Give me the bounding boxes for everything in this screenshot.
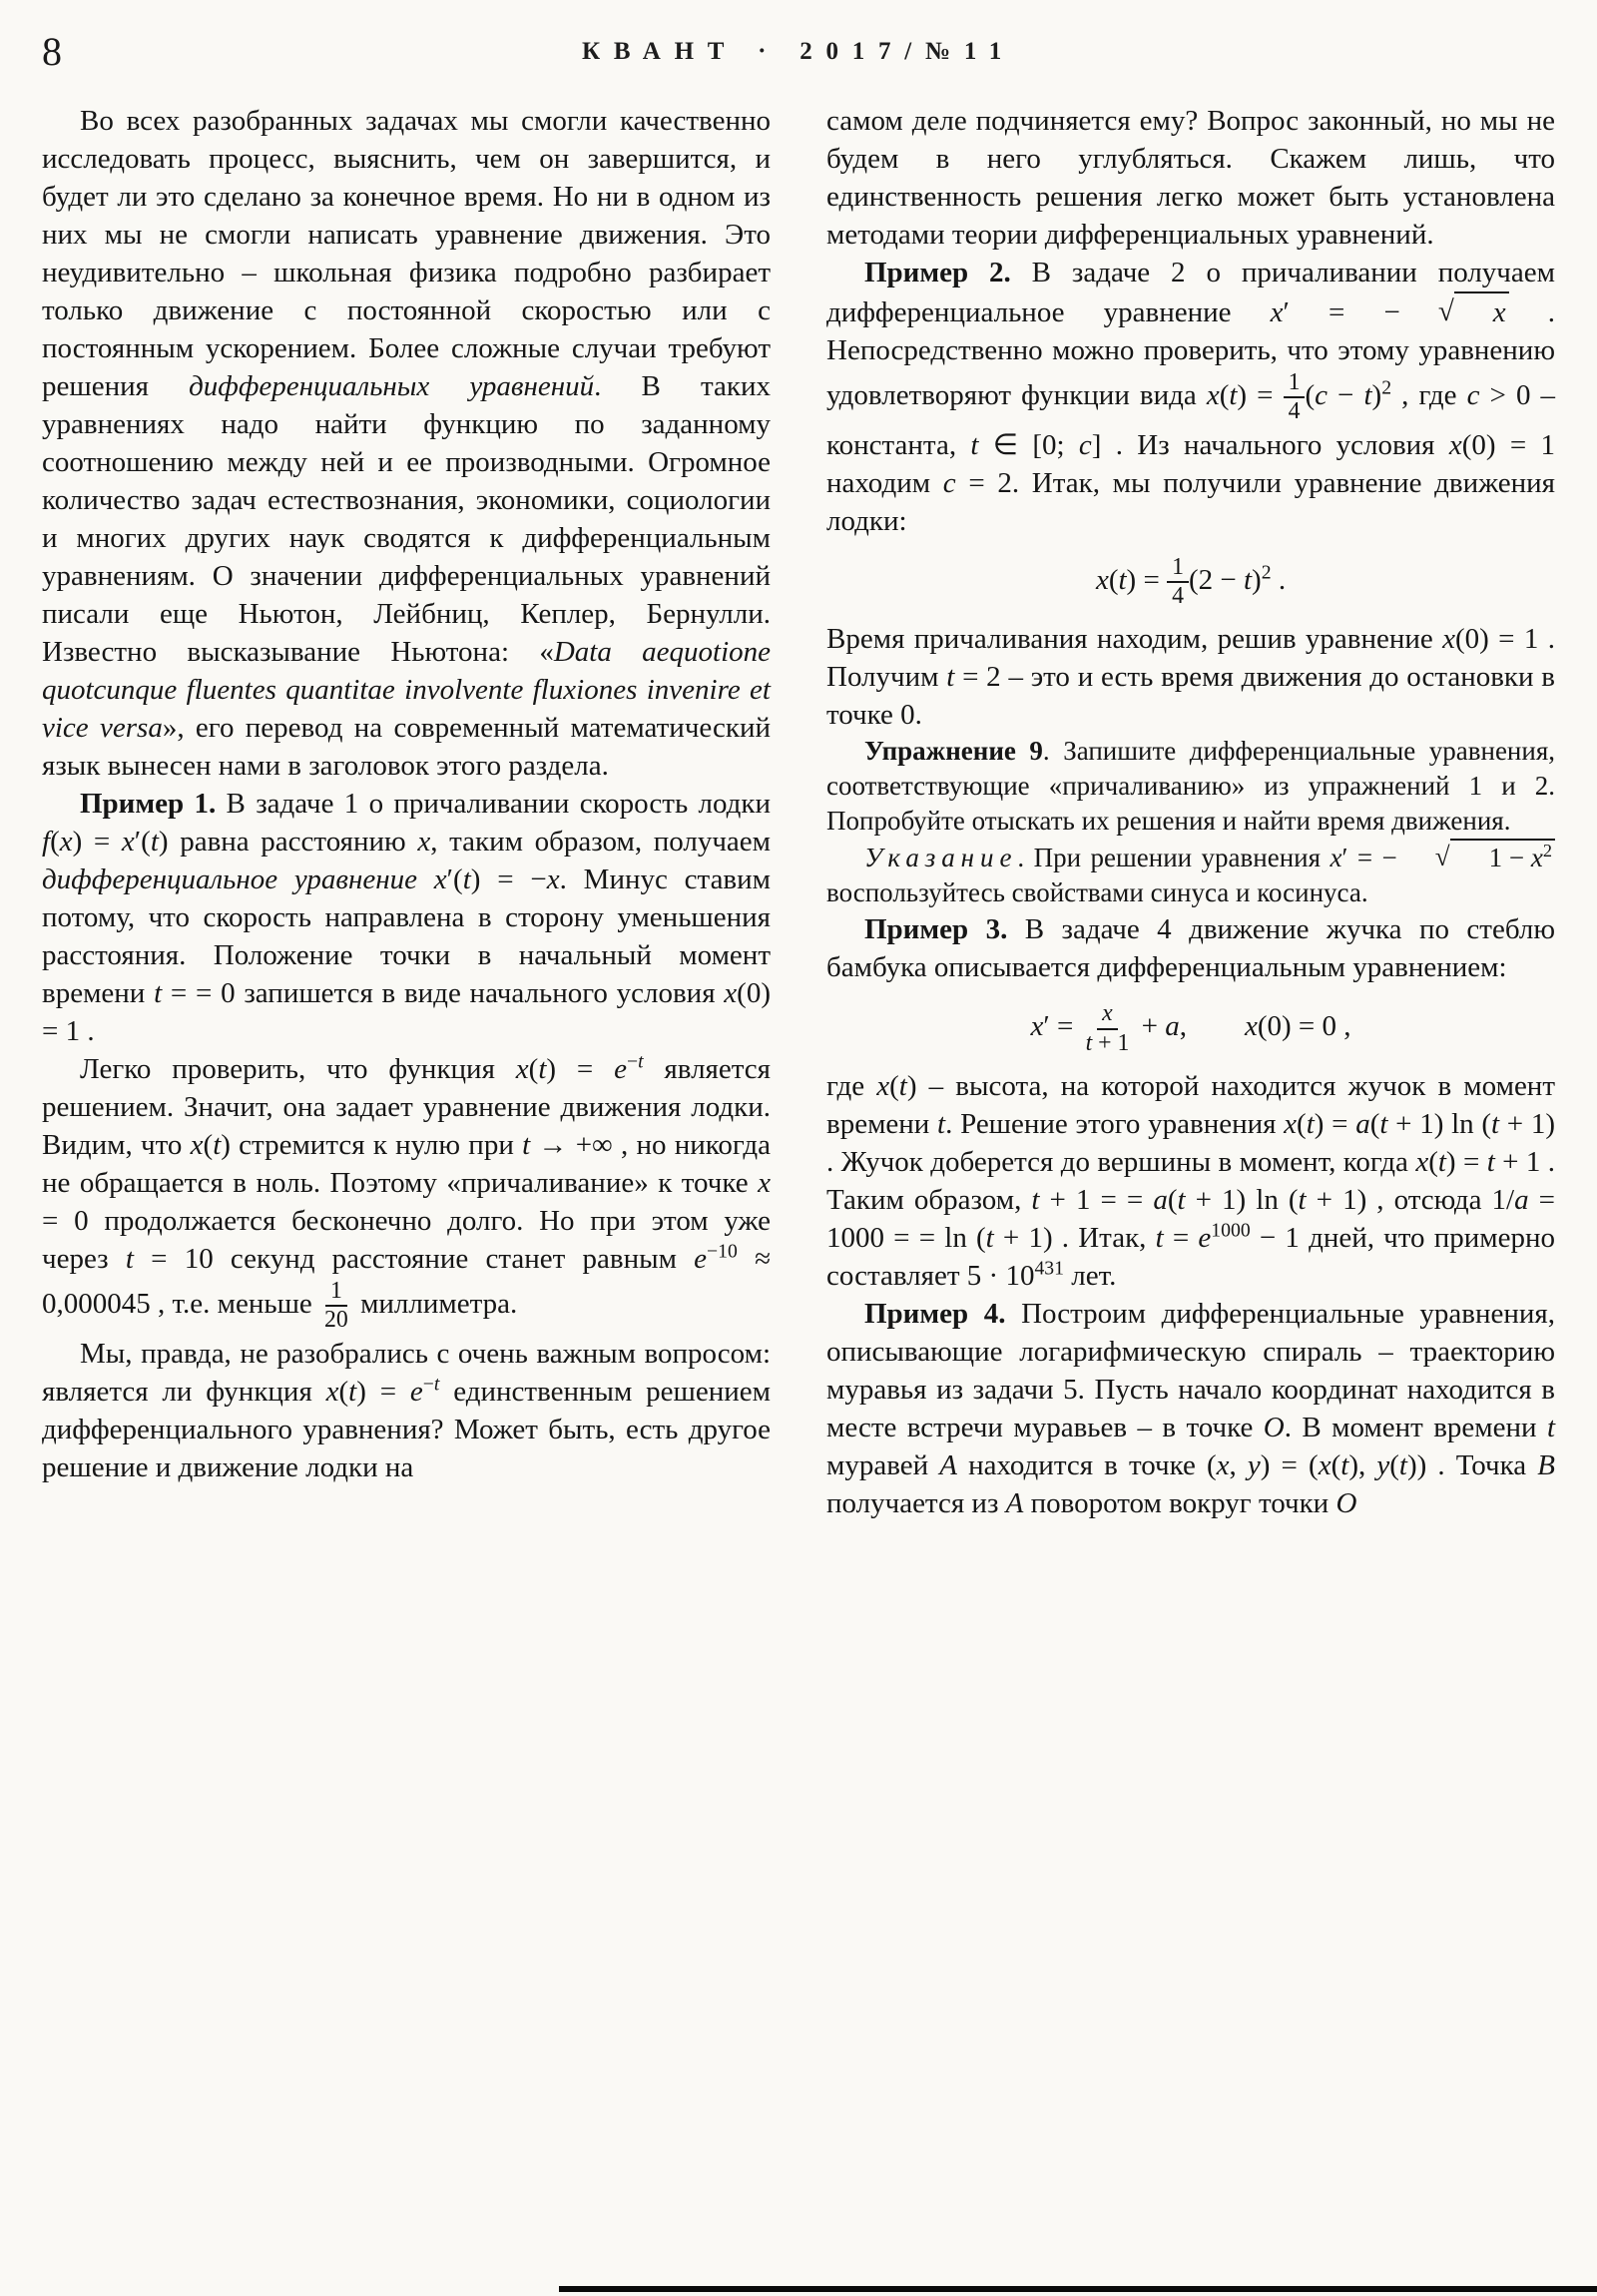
math-variable: x <box>325 1375 339 1408</box>
math-variable: x <box>1216 1449 1230 1482</box>
inline-math: t + 1 = <box>1031 1184 1117 1217</box>
math-variable: c <box>1466 379 1480 411</box>
inline-math <box>939 1449 957 1481</box>
paragraph: где x(t) – высота, на которой находится жучок в момент времени t. Решение этого уравнения x(t) = a(t + 1) ln (t + 1) . Жучок доберется до вершины в момент, когда x(t) = t + 1 . Таким образом, t + 1 = = a(t + 1) ln (t + 1) , отсюда 1/a = 1000 = = ln (t + 1) . Итак, $t = e^{1000} - 1$ дней, что примерно составляет $5 \cdot 10^{431}$ лет. <box>826 1070 1556 1293</box>
paragraph: Время причаливания находим, решив уравнение x(0) = 1 . Получим t = 2 – это и есть время движения до остановки в точке 0. <box>826 623 1555 732</box>
denominator: 20 <box>324 1307 348 1334</box>
math-variable: A <box>1005 1487 1024 1520</box>
denominator: t + 1 <box>1085 1029 1130 1056</box>
right-column <box>826 102 1555 1522</box>
math-variable: t <box>1379 1108 1388 1141</box>
fraction <box>1284 369 1306 426</box>
math-variable: t <box>462 863 471 895</box>
inline-math: (x, y) = (x(t), y(t)) <box>1206 1449 1427 1482</box>
math-variable: x <box>1244 1010 1258 1043</box>
page-header <box>42 28 1555 86</box>
superscript: −10 <box>707 1240 738 1263</box>
math-variable: O <box>1335 1487 1357 1520</box>
math-variable: a <box>1514 1184 1529 1217</box>
square-root <box>1400 296 1509 328</box>
fraction <box>1081 1000 1135 1057</box>
paragraph: самом деле подчиняется ему? Вопрос законный, но мы не будем в него углубляться. Скажем лишь, что единственность решения легко может быть установлена методами теории дифференциальных уравнений. <box>826 105 1555 251</box>
math-variable: O <box>1263 1412 1285 1444</box>
math-variable: f <box>42 826 51 858</box>
denominator: 4 <box>1172 583 1184 610</box>
math-variable: t <box>638 1050 644 1073</box>
math-variable: x <box>1415 1146 1429 1179</box>
math-variable: t <box>433 1373 440 1396</box>
math-variable: x <box>1448 428 1462 461</box>
inline-math: c > 0 <box>1466 379 1531 411</box>
display-formula <box>826 554 1555 611</box>
numerator: 1 <box>325 1278 347 1307</box>
math-variable: x <box>1270 296 1284 328</box>
math-variable: c <box>942 466 956 499</box>
paragraph: Пример 3. В задаче 4 движение жучка по стеблю бамбука описывается дифференциальным уравнением: <box>826 913 1555 984</box>
math-variable: c <box>1315 379 1328 411</box>
math-variable: x <box>515 1053 529 1085</box>
math-variable: x <box>433 863 447 895</box>
inline-math <box>1264 1412 1285 1443</box>
inline-math: $e^{-10} \approx 0,000045$ <box>42 1240 772 1320</box>
article-body <box>42 102 1555 1522</box>
bold-lead: Упражнение 9 <box>864 736 1043 767</box>
paragraph: Пример 4. Построим дифференциальные уравнения, описывающие логарифмическую спираль – траекторию муравья из задачи 5. Пусть начало координат находится в месте встречи муравьев – в точке O. В момент времени t муравей A находится в точке (x, y) = (x(t), y(t)) . Точка B получается из A поворотом вокруг точки O <box>826 1298 1555 1520</box>
math-variable: t <box>348 1375 357 1408</box>
numerator <box>1097 1000 1118 1029</box>
math-variable: x <box>876 1070 890 1103</box>
inline-math: x′ = − √ $1 - x^2$ <box>1331 843 1556 872</box>
math-variable: x <box>546 863 560 895</box>
superscript: 431 <box>1034 1257 1065 1280</box>
superscript: 2 <box>1542 841 1552 861</box>
math-variable: t <box>1546 1412 1555 1444</box>
math-variable: x <box>121 826 135 858</box>
inline-math: x(t) = $\frac{1}{4}$ $(c - t)^2$ <box>1206 369 1392 425</box>
inline-math <box>1006 1487 1024 1519</box>
inline-math: x(t) <box>876 1070 917 1103</box>
math-variable: t <box>1229 379 1238 411</box>
radical-icon: √ <box>1434 842 1450 872</box>
math-variable: t <box>1398 1449 1407 1482</box>
math-variable: t <box>154 977 163 1009</box>
math-variable: e <box>614 1053 627 1085</box>
inline-math: x = 0 <box>42 1167 771 1237</box>
inline-math: f(x) = x′(t) <box>42 826 169 858</box>
italic-text: дифференциальных уравнений <box>189 370 595 402</box>
math-variable: y <box>1247 1449 1261 1482</box>
math-variable: x <box>724 977 738 1009</box>
inline-math: x′(t) = −x <box>433 863 560 895</box>
paragraph: Пример 1. В задаче 1 о причаливании скорость лодки f(x) = x′(t) равна расстоянию x, таким образом, получаем дифференциальное уравнение x′(t) = −x. Минус ставим потому, что скорость направлена в сторону уменьшения расстояния. Положение точки в начальный момент времени t = = 0 запишется в виде начального условия x(0) = 1 . <box>42 788 772 1047</box>
math-variable: x <box>1530 843 1543 873</box>
math-variable: t <box>125 1243 134 1275</box>
math-variable: t <box>898 1070 907 1103</box>
math-variable: x <box>1284 1108 1298 1141</box>
math-variable: e <box>409 1375 423 1408</box>
inline-math <box>417 826 430 858</box>
inline-math: x(t) = a(t + 1) ln (t + 1) <box>1284 1108 1556 1141</box>
inline-math: x(0) = 1 <box>42 977 771 1047</box>
math-variable: t <box>538 1053 547 1085</box>
math-variable: e <box>1198 1222 1212 1255</box>
paragraph: Во всех разобранных задачах мы смогли качественно исследовать процесс, выяснить, чем он завершится, и будет ли это сделано за конечное время. Но ни в одном из них мы не смогли написать уравнение движения. Это неудивительно – школьная физика подробно разбирает только движение с постоянной скоростью или с постоянным ускорением. Более сложные случаи требуют решения дифференциальных уравнений. В таких уравнениях надо найти функцию по заданному соотношению между ней и ее производными. Огромное количество задач естествознания, экономики, социологии и многих других наук сводятся к дифференциальным уравнениям. О значении дифференциальных уравнений писали еще Ньютон, Лейбниц, Кеплер, Бернулли. Известно высказывание Ньютона: «Data aequotione quotcunque fluentes quantitae involvente fluxiones invenire et vice versa», его перевод на современный математический язык вынесен нами в заголовок этого раздела. <box>42 105 772 782</box>
superscript: 2 <box>1381 376 1392 399</box>
numerator: 1 <box>1167 554 1189 583</box>
math-variable: x <box>1318 1449 1331 1482</box>
bold-lead: Пример 4. <box>864 1298 1006 1331</box>
bold-lead: Пример 2. <box>864 257 1011 288</box>
math-variable: t <box>985 1222 994 1255</box>
math-variable: t <box>150 826 159 858</box>
square-root <box>1397 843 1555 872</box>
math-variable: x <box>190 1129 204 1161</box>
numerator: 1 <box>1284 369 1306 398</box>
math-variable: t <box>1243 563 1253 596</box>
math-variable: x <box>1102 1000 1113 1027</box>
math-variable: A <box>939 1449 957 1482</box>
page-bottom-rule <box>559 2286 1597 2292</box>
math-variable: c <box>1078 428 1092 461</box>
math-variable: x <box>1206 379 1220 411</box>
inline-math: x(t) = $\frac{1}{4}$ $(2 - t)^2$ . <box>1095 553 1287 610</box>
math-variable: t <box>213 1129 222 1161</box>
superscript: 1000 <box>1211 1219 1251 1242</box>
math-variable: t <box>1085 1029 1093 1056</box>
running-title: КВАНТ · 2017/№11 <box>582 38 1015 65</box>
math-variable: t <box>1031 1184 1040 1217</box>
inline-math: x(0) = 1 <box>1442 623 1539 656</box>
math-variable: B <box>1537 1449 1555 1482</box>
math-variable: a <box>1165 1010 1180 1043</box>
fraction <box>319 1278 353 1335</box>
inline-math: t = 2 <box>946 661 1001 694</box>
page-number: 8 <box>42 29 62 74</box>
math-variable: y <box>1376 1449 1390 1482</box>
superscript: 2 <box>1261 561 1272 584</box>
radicand <box>1454 291 1509 331</box>
inline-math <box>1537 1449 1555 1481</box>
math-variable: t <box>522 1129 531 1161</box>
superscript: −t <box>626 1050 644 1073</box>
display-formula <box>826 1000 1555 1057</box>
inline-math: t → +∞ <box>522 1129 613 1161</box>
math-variable: t <box>1491 1108 1500 1141</box>
math-variable: x <box>1492 296 1506 328</box>
radicand: $1 - x^2$ <box>1450 839 1555 875</box>
inline-math: t ∈ [0; c] <box>970 428 1102 461</box>
italic-text: Data aequotione quotcunque fluentes quantitae involvente fluxiones invenire et vice versa <box>42 636 772 744</box>
bold-lead: Пример 1. <box>80 788 217 820</box>
math-variable: t <box>1486 1146 1495 1179</box>
inline-math: x(0) = 1 <box>1448 428 1555 461</box>
inline-math: 1/a = 1000 = <box>826 1184 1555 1255</box>
paragraph: Указание. При решении уравнения x′ = − √ $1 - x^2$ воспользуйтесь свойствами синуса и косинуса. <box>826 839 1555 910</box>
math-variable: x <box>1442 623 1455 656</box>
paragraph: Мы, правда, не разобрались с очень важным вопросом: является ли функция $x(t) = e^{-t}$ единственным решением дифференциального уравнения? Может быть, есть другое решение и движение лодки на <box>42 1337 772 1483</box>
inline-math <box>319 1278 353 1334</box>
paragraph: Легко проверить, что функция $x(t) = e^{-t}$ является решением. Значит, она задает уравнение движения лодки. Видим, что x(t) стремится к нулю при t → +∞ , но никогда не обращается в ноль. Поэтому «причаливание» к точке x = 0 продолжается бесконечно долго. Но при этом уже через t = 10 секунд расстояние станет равным $e^{-10} \approx 0,000045$ , т.е. меньше $\frac{1}{20}$ миллиметра. <box>42 1050 772 1334</box>
math-variable: e <box>694 1243 708 1275</box>
radical-icon: √ <box>1437 295 1454 327</box>
inline-math <box>937 1108 945 1140</box>
math-variable: t <box>1306 1108 1315 1141</box>
math-variable: t <box>1155 1222 1164 1255</box>
math-variable: t <box>937 1108 946 1141</box>
italic-text: дифференциальное уравнение <box>42 863 417 895</box>
inline-math: $t = e^{1000} - 1$ <box>1155 1219 1300 1255</box>
bold-lead: Пример 3. <box>864 913 1008 946</box>
superscript: −t <box>422 1373 440 1396</box>
left-column <box>42 102 771 1522</box>
inline-math: t = <box>154 977 188 1009</box>
fraction <box>1167 554 1189 611</box>
inline-math: ln (t + 1) <box>944 1222 1053 1255</box>
math-variable: t <box>1118 563 1127 596</box>
math-variable: t <box>1363 379 1372 411</box>
math-variable: t <box>946 661 955 694</box>
inline-math: $x(t) = e^{-t}$ <box>515 1050 644 1085</box>
math-variable: x <box>1030 1010 1044 1043</box>
paragraph: Упражнение 9. Запишите дифференциальные уравнения, соответствующие «причаливанию» из упражнений 1 и 2. Попробуйте отыскать их решения и найти время движения. <box>826 736 1555 837</box>
inline-math: a(t + 1) ln (t + 1) <box>1153 1184 1367 1217</box>
paragraph: Пример 2. В задаче 2 о причаливании получаем дифференциальное уравнение x′ = − √ x . Непосредственно можно проверить, что этому уравнению удовлетворяют функции вида x(t) = $\frac{1}{4}$ $(c - t)^2$ , где c > 0 – константа, t ∈ [0; c] . Из начального условия x(0) = 1 находим c = 2. Итак, мы получили уравнение движения лодки: <box>826 257 1556 537</box>
math-variable: a <box>1355 1108 1370 1141</box>
inline-math: x′ = − √ x <box>1271 296 1509 328</box>
inline-math: x(t) = t + 1 <box>1415 1146 1541 1179</box>
math-variable: x <box>59 826 73 858</box>
inline-math: $5 \cdot 10^{431}$ <box>966 1257 1065 1293</box>
inline-math: t = 10 <box>125 1243 214 1275</box>
math-variable: t <box>1437 1146 1446 1179</box>
italic-spaced-text: Указание <box>864 843 1018 873</box>
math-variable: x <box>1095 563 1109 596</box>
inline-math: $x(t) = e^{-t}$ <box>325 1373 440 1408</box>
math-variable: t <box>1177 1184 1186 1217</box>
math-variable: a <box>1153 1184 1168 1217</box>
denominator: 4 <box>1288 398 1301 425</box>
math-variable: x <box>1330 843 1342 873</box>
inline-math <box>1547 1412 1555 1443</box>
inline-math: x′ = $\frac{x}{t + 1}$ + a, x(0) = 0 , <box>1030 1000 1351 1056</box>
inline-math: x(t) <box>190 1129 231 1161</box>
math-variable: t <box>1340 1449 1349 1482</box>
inline-math <box>1335 1487 1356 1519</box>
math-variable: t <box>1298 1184 1307 1217</box>
math-variable: t <box>970 428 979 461</box>
math-variable: x <box>758 1167 771 1199</box>
math-variable: x <box>417 826 431 858</box>
inline-math: c = 2 <box>942 466 1012 499</box>
